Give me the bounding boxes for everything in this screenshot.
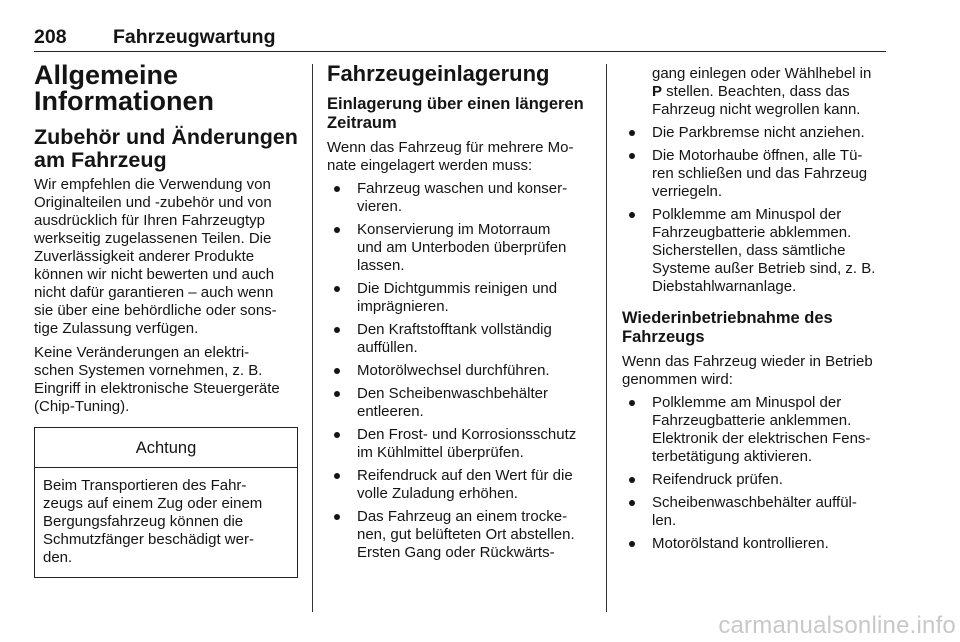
list-item: Den Scheibenwaschbehälter entleeren. [327,385,593,421]
bullet-icon [629,500,635,506]
storage-checklist-continued [622,124,888,296]
bullet-icon [629,212,635,218]
column-storage-continued [622,65,888,553]
list-item: Scheibenwaschbehälter auffül- len. [622,494,888,530]
storage-intro: Wenn das Fahrzeug für mehrere Mo- nate eingelagert werden muss: [327,139,574,174]
list-item: Die Motorhaube öffnen, alle Tü- ren schließen und das Fahrzeug verriegeln. [622,147,888,201]
warning-title: Achtung [35,428,297,468]
bullet-icon [334,286,340,292]
list-item: Die Parkbremse nicht anziehen. [622,124,888,142]
bullet-icon [334,327,340,333]
storage-checklist [327,180,593,562]
bullet-icon [334,227,340,233]
section-heading: Fahrzeugeinlagerung [327,61,550,86]
restart-checklist [622,394,888,553]
list-item: Reifendruck prüfen. [622,471,888,489]
column-divider [312,64,313,612]
list-item: Fahrzeug waschen und konser- vieren. [327,180,593,216]
list-item: Reifendruck auf den Wert für die volle Zuladung erhöhen. [327,467,593,503]
list-item: Motorölstand kontrollieren. [622,535,888,553]
list-item: Motorölwechsel durchführen. [327,362,593,380]
bullet-icon [334,368,340,374]
list-item: Konservierung im Motorraum und am Unterboden überprüfen lassen. [327,221,593,275]
bullet-icon [334,514,340,520]
restart-intro: Wenn das Fahrzeug wieder in Betrieb genommen wird: [622,353,873,388]
gear-position-p: P [652,83,663,100]
list-item: Polklemme am Minuspol der Fahrzeugbatterie anklemmen. Elektronik der elektrischen Fens- terbetätigung aktivieren. [622,394,888,466]
page-header [34,26,886,52]
subsection-heading: Wiederinbetriebnahme des Fahrzeugs [622,309,833,346]
bullet-icon [629,541,635,547]
list-item: Polklemme am Minuspol der Fahrzeugbatterie abklemmen. Sicherstellen, dass sämtliche Systeme außer Betrieb sind, z. B. Diebstahlwarnanlage. [622,206,888,296]
bullet-icon [334,432,340,438]
warning-text: Beim Transportieren des Fahr- zeugs auf einem Zug oder einem Bergungsfahrzeug können die Schmutzfänger beschädigt wer- den. [43,477,263,566]
column-storage [327,62,593,562]
paragraph-original-parts: Wir empfehlen die Verwendung von Originalteilen und -zubehör und von ausdrücklich für Ihren Fahrzeugtyp werkseitig zugelassenen Teilen. Die Zuverlässigkeit anderer Produkte können wir nicht bewerten und auch nicht dafür garantieren – auch wenn sie über eine behördliche oder sons- tige Zulassung verfügen. [34,176,277,337]
running-title: Fahrzeugwartung [113,26,276,48]
list-item: Den Frost- und Korrosionsschutz im Kühlmittel überprüfen. [327,426,593,462]
warning-box [34,427,298,578]
list-item-continuation: gang einlegen oder Wählhebel in P stellen. Beachten, dass das Fahrzeug nicht wegrollen kann. [652,65,872,118]
section-heading: Allgemeine Informationen [34,60,214,116]
watermark-url: carmanualsonline.info [718,612,956,639]
list-item: Den Kraftstofftank vollständig auffüllen. [327,321,593,357]
page-number: 208 [34,26,67,48]
bullet-icon [334,391,340,397]
list-item: Die Dichtgummis reinigen und imprägnieren. [327,280,593,316]
paragraph-electrical-changes: Keine Veränderungen an elektri- schen Systemen vornehmen, z. B. Eingriff in elektronische Steuergeräte (Chip-Tuning). [34,344,280,415]
bullet-icon [334,473,340,479]
bullet-icon [629,477,635,483]
bullet-icon [334,186,340,192]
column-divider [606,64,607,612]
subsection-heading: Einlagerung über einen längeren Zeitraum [327,95,584,132]
bullet-icon [629,130,635,136]
bullet-icon [629,153,635,159]
bullet-icon [629,400,635,406]
list-item: Das Fahrzeug an einem trocke- nen, gut belüfteten Ort abstellen. Ersten Gang oder Rückwärts- [327,508,593,562]
subsection-heading: Zubehör und Änderungen am Fahrzeug [34,125,298,172]
column-general-info [34,62,298,578]
